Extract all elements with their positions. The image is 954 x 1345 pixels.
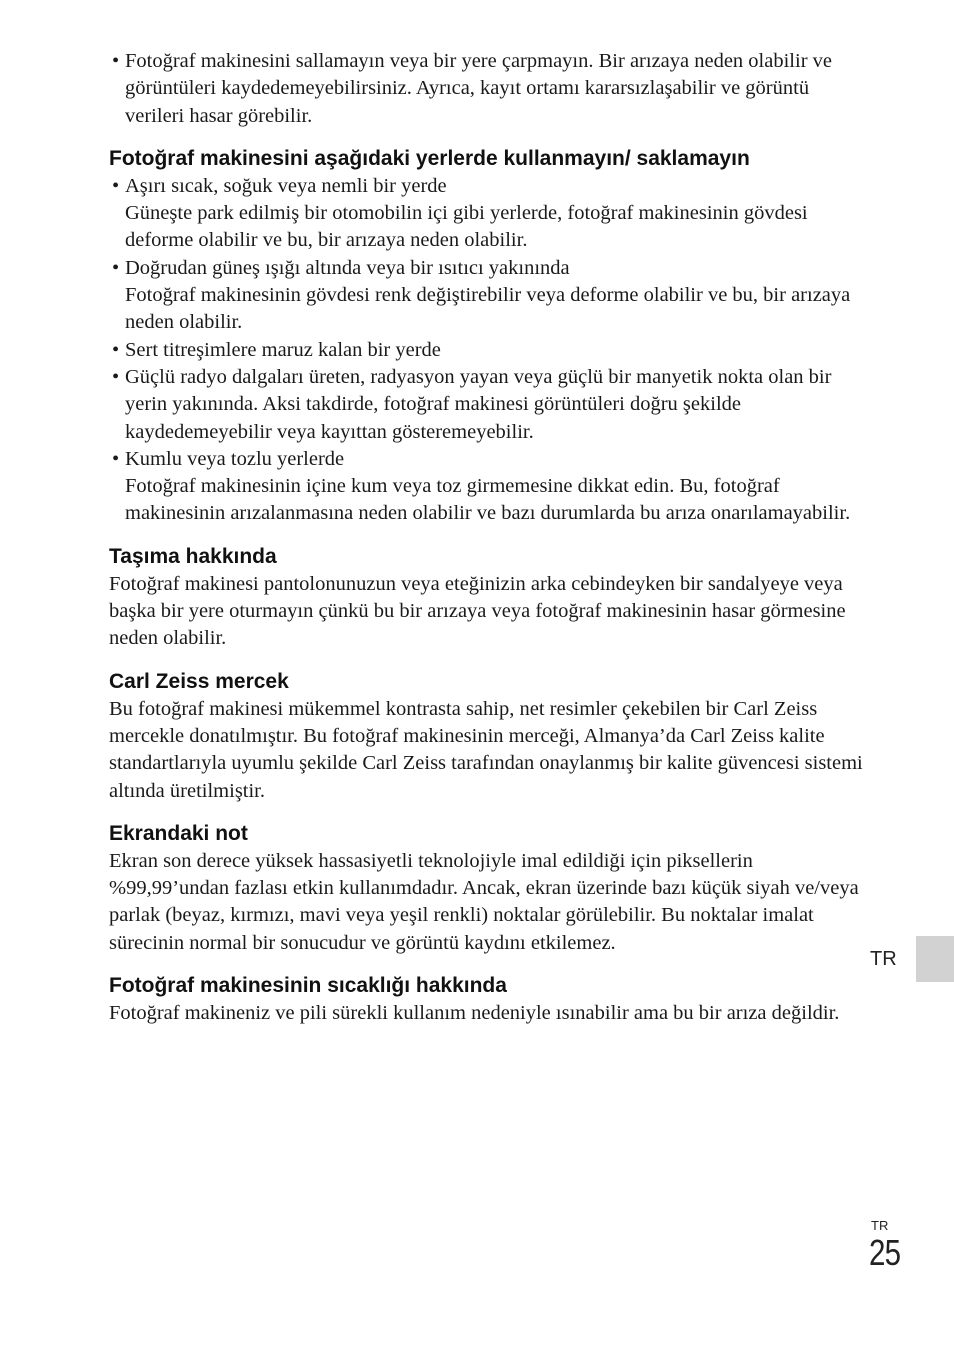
section-heading-carrying: Taşıma hakkında <box>109 544 277 568</box>
section-screen <box>109 819 869 957</box>
section-carrying <box>109 542 869 653</box>
section-lens <box>109 667 869 805</box>
list-item-head: • Aşırı sıcak, soğuk veya nemli bir yerde <box>125 174 447 197</box>
list-item <box>109 173 869 255</box>
list-item <box>109 255 869 337</box>
section-body-temperature: Fotoğraf makineniz ve pili sürekli kullanım nedeniyle ısınabilir ama bu bir arıza değildir. <box>109 1002 840 1025</box>
list-item-head: • Doğrudan güneş ışığı altında veya bir ısıtıcı yakınında <box>125 256 570 279</box>
intro-list <box>109 48 869 130</box>
page-number: 25 <box>869 1232 901 1273</box>
side-language-label: TR <box>870 948 897 970</box>
section-body-screen: Ekran son derece yüksek hassasiyetli teknolojiyle imal edildiği için piksellerin %99,99’undan fazlası etkin kullanımdadır. Ancak, ekran üzerinde bazı küçük siyah ve/veya parlak (beyaz, kırmızı, mavi veya yeşil renkli) noktalar görülebilir. Bu noktalar imalat sürecinin normal bir sonucudur ve görüntü kaydını etkilemez. <box>109 849 859 954</box>
section-body-carrying: Fotoğraf makinesi pantolonunuzun veya eteğinizin arka cebindeyken bir sandalyeye veya başka bir yere oturmayın çünkü bu bir arızaya veya fotoğraf makinesinin hasar görmesine neden olabilir. <box>109 572 846 650</box>
places-list <box>109 173 869 528</box>
page-content <box>109 48 869 1027</box>
intro-bullet: • Fotoğraf makinesini sallamayın veya bir yere çarpmayın. Bir arızaya neden olabilir ve görüntüleri kaydedemeyebilirsiniz. Ayrıca, kayıt ortamı kararsızlaşabilir ve görüntü verileri hasar görebilir. <box>109 48 869 130</box>
section-heading-screen: Ekrandaki not <box>109 821 248 845</box>
list-item-desc: Fotoğraf makinesinin gövdesi renk değiştirebilir veya deforme olabilir ve bu, bir arızaya neden olabilir. <box>125 284 851 334</box>
list-item-head: • Kumlu veya tozlu yerlerde <box>125 447 345 470</box>
section-heading-places: Fotoğraf makinesini aşağıdaki yerlerde kullanmayın/ saklamayın <box>109 146 750 170</box>
section-temperature <box>109 971 869 1027</box>
list-item <box>109 446 869 528</box>
list-item-desc: Fotoğraf makinesinin içine kum veya toz girmemesine dikkat edin. Bu, fotoğraf makinesinin arızalanmasına neden olabilir ve bazı durumlarda bu arıza onarılamayabilir. <box>125 475 851 525</box>
section-body-lens: Bu fotoğraf makinesi mükemmel kontrasta sahip, net resimler çekebilen bir Carl Zeiss mercekle donatılmıştır. Bu fotoğraf makinesinin merceği, Almanya’da Carl Zeiss kalite standartlarıyla uyumlu şekilde Carl Zeiss tarafından onaylanmış bir kalite güvencesi sistemi altında üretilmiştir. <box>109 697 863 802</box>
section-heading-lens: Carl Zeiss mercek <box>109 669 289 693</box>
page-language-code: TR <box>871 1218 889 1233</box>
side-thumb-tab <box>916 936 954 982</box>
section-heading-temperature: Fotoğraf makinesinin sıcaklığı hakkında <box>109 974 507 998</box>
section-places <box>109 144 869 528</box>
list-item <box>109 337 869 364</box>
list-item-head: • Sert titreşimlere maruz kalan bir yerde <box>125 338 441 361</box>
list-item-head: • Güçlü radyo dalgaları üreten, radyasyon yayan veya güçlü bir manyetik nokta olan bir yerin yakınında. Aksi takdirde, fotoğraf makinesi görüntüleri doğru şekilde kaydedemeyebilir veya kayıttan gösteremeyebilir. <box>125 365 832 443</box>
list-item <box>109 364 869 446</box>
list-item-desc: Güneşte park edilmiş bir otomobilin içi gibi yerlerde, fotoğraf makinesinin gövdesi deforme olabilir ve bu, bir arızaya neden olabilir. <box>125 202 808 252</box>
